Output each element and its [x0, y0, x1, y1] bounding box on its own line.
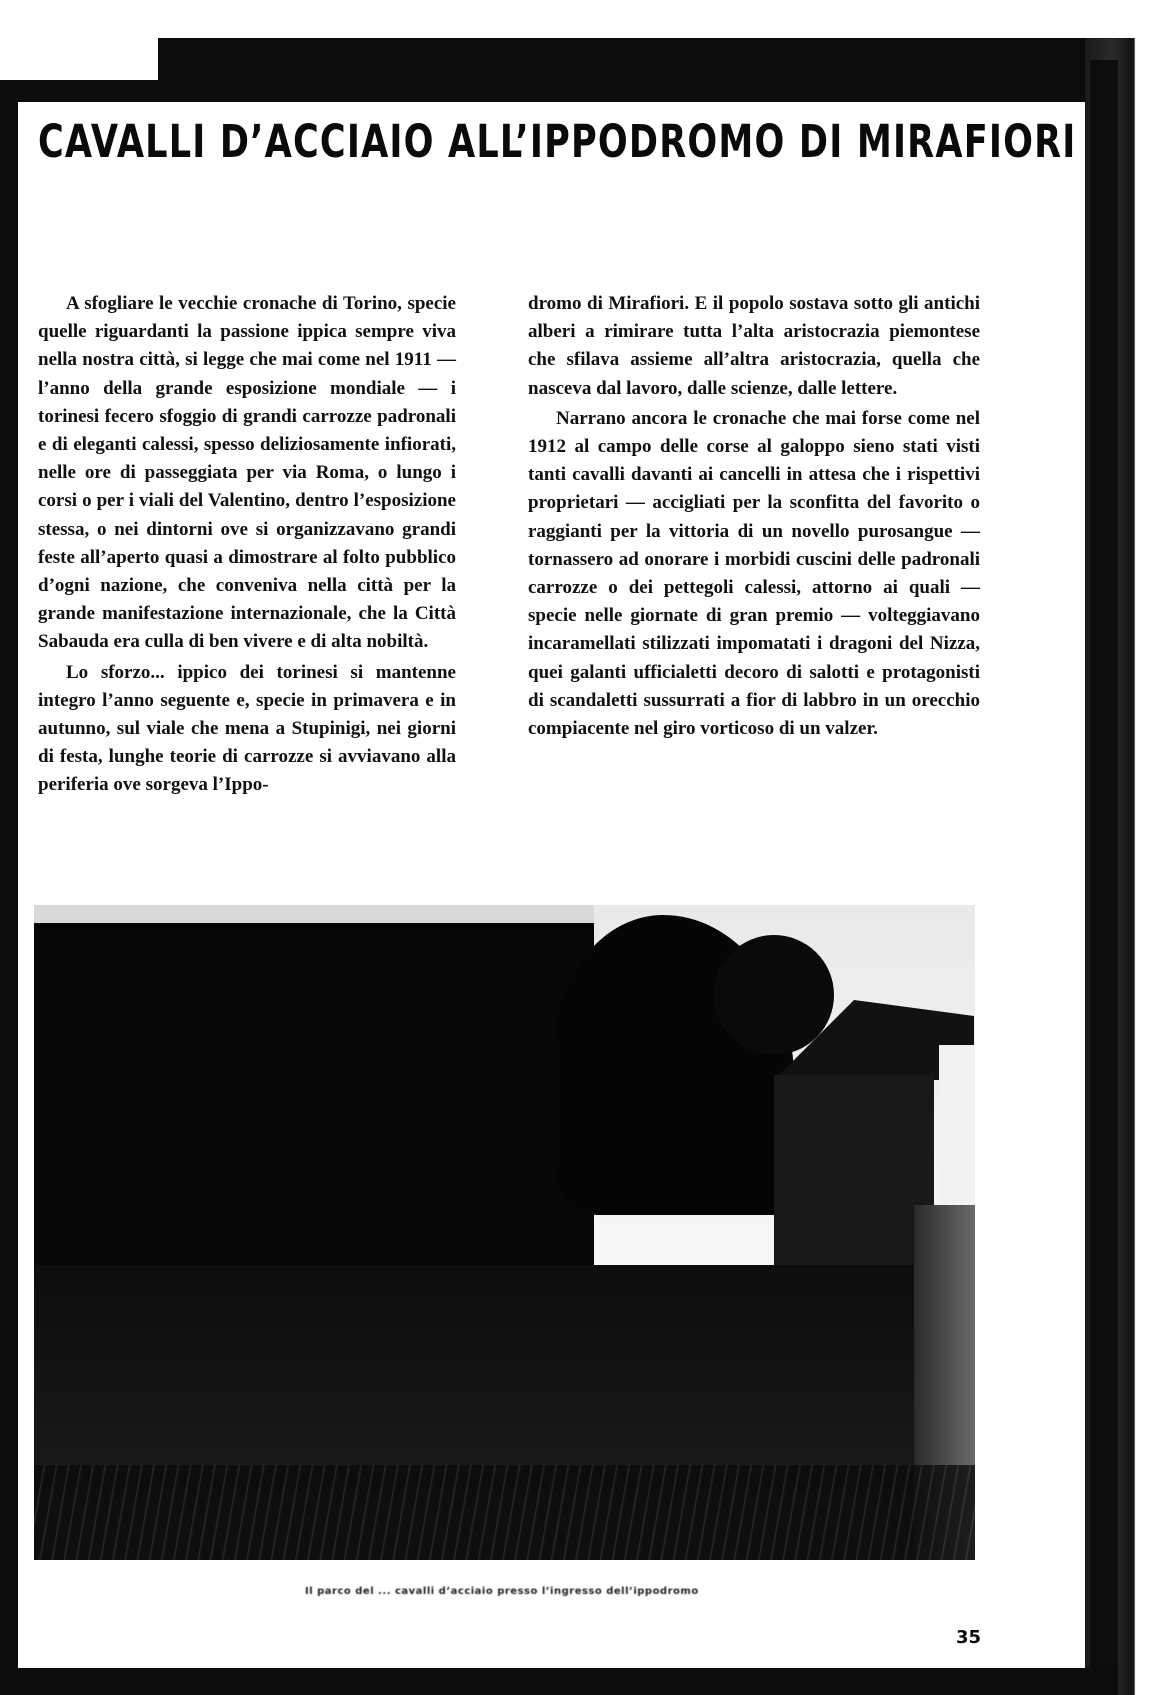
scan-border-left [0, 80, 18, 1695]
paragraph: dromo di Mirafiori. E il popolo sostava sotto gli antichi alberi a rimirare tutta l’alta aristocrazia piemontese che sfilava assieme all’altra aristocrazia, quella che nasceva dal lavoro, dalle scienze, dalle lettere. [528, 293, 980, 399]
paragraph: Narrano ancora le cronache che mai forse come nel 1912 al campo delle corse al galoppo sieno stati visti tanti cavalli davanti ai cancelli in attesa che i rispettivi proprietari — accigliati per la sconfitta del favorito o raggianti per la vittoria di un novello purosangue — tornassero ad onorare i morbidi cuscini delle padronali carrozze o dei pettegoli calessi, attorno ai quali — specie nelle giornate di gran premio — volteggiavano incaramellati stilizzati impomatati i dragoni del Nizza, quei galanti ufficialetti decoro di salotti e protagonisti di scandaletti sussurrati a fior di labbro in un orecchio compiacente nel giro vorticoso di un valzer. [528, 407, 980, 740]
page-margin [0, 0, 160, 38]
scan-border-right-inner [1090, 60, 1118, 1695]
text-column-left [38, 290, 456, 800]
paragraph: Lo sforzo... ippico dei torinesi si mantenne integro l’anno seguente e, specie in primavera e in autunno, sul viale che mena a Stupinigi, nei giorni di festa, lunghe teorie di carrozze si avviavano alla periferia ove sorgeva l’Ippo- [38, 661, 456, 796]
photo-caption: Il parco del ... cavalli d’acciaio presso l’ingresso dell’ippodromo [305, 1586, 699, 1597]
photo-grass [34, 1465, 975, 1560]
photograph [34, 905, 975, 1560]
page-number: 35 [956, 1627, 982, 1648]
paragraph: A sfogliare le vecchie cronache di Torino, specie quelle riguardanti la passione ippica sempre viva nella nostra città, si legge che mai come nel 1911 — l’anno della grande esposizione mondiale — i torinesi fecero sfoggio di grandi carrozze padronali e di eleganti calessi, spesso deliziosamente infiorati, nelle ore di passeggiata per via Roma, o lungo i corsi o per i viali del Valentino, dentro l’esposizione stessa, o nei dintorni ove si organizzavano grandi feste all’aperto quasi a dimostrare al folto pubblico d’ogni nazione, che conveniva nella città per la grande manifestazione internazionale, che la Città Sabauda era culla di ben vivere e di alta nobiltà. [38, 293, 456, 653]
article-title: CAVALLI D’ACCIAIO ALL’IPPODROMO DI MIRAFIORI [38, 115, 1077, 168]
scan-border-strip [0, 80, 1128, 102]
scan-border-bottom [0, 1668, 1118, 1695]
scan-border-top [158, 38, 1128, 83]
photo-tree [714, 935, 834, 1055]
text-column-right [528, 290, 980, 743]
